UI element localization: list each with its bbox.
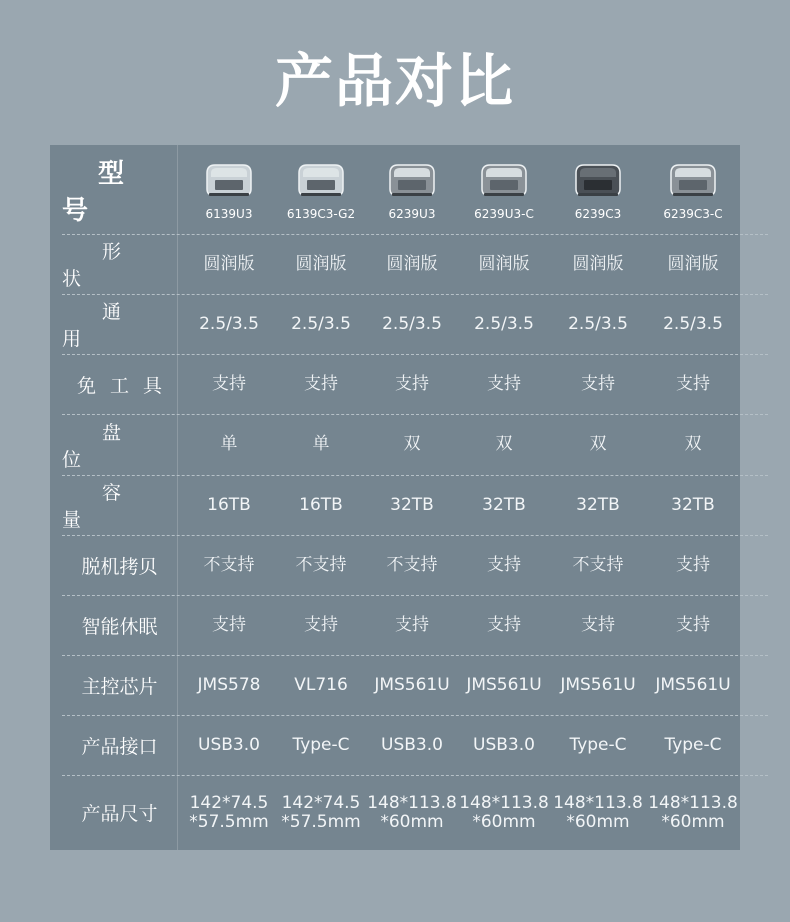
model-column-header: [551, 145, 645, 234]
table-row: [62, 655, 768, 716]
table-cell: 142*74.5 *57.5mm: [281, 792, 361, 832]
enclosure-dual-smoke-icon: [665, 145, 721, 203]
model-name: 6239U3-C: [474, 207, 534, 221]
model-name: 6239C3-C: [663, 207, 723, 221]
model-column-header: [365, 145, 459, 234]
row-label: 容量: [62, 482, 162, 531]
table-row: [62, 715, 768, 776]
table-cell: 2.5/3.5: [291, 313, 351, 334]
enclosure-dual-black-icon: [570, 145, 626, 203]
table-cell: JMS578: [197, 674, 261, 695]
model-name: 6239U3: [388, 207, 436, 221]
page-title: 产品对比: [274, 47, 515, 115]
table-cell: 支持: [676, 614, 710, 635]
model-column-header: [646, 145, 740, 234]
table-cell: 32TB: [482, 494, 526, 515]
table-cell: Type-C: [569, 734, 627, 755]
comparison-grid: [62, 145, 768, 850]
table-cell: 支持: [487, 554, 521, 575]
table-cell: JMS561U: [374, 674, 450, 695]
table-cell: 148*113.8 *60mm: [459, 792, 549, 832]
table-cell: 双: [403, 434, 421, 454]
table-cell: Type-C: [664, 734, 722, 755]
table-cell: 2.5/3.5: [663, 313, 723, 334]
table-cell: 2.5/3.5: [382, 313, 442, 334]
table-cell: 142*74.5 *57.5mm: [189, 792, 269, 832]
enclosure-single-clear-icon: [201, 145, 257, 203]
table-cell: 2.5/3.5: [474, 313, 534, 334]
row-label: 智能休眠: [81, 615, 158, 638]
table-cell: 32TB: [671, 494, 715, 515]
table-cell: JMS561U: [560, 674, 636, 695]
table-row: [62, 234, 768, 295]
row-label: 盘位: [62, 421, 162, 471]
table-cell: 圆润版: [386, 253, 438, 274]
model-column-header: [457, 145, 551, 234]
table-cell: 支持: [581, 614, 615, 635]
enclosure-dual-smoke-icon: [476, 145, 532, 203]
model-name: 6139C3-G2: [286, 207, 356, 221]
header-row: [62, 145, 768, 235]
table-cell: JMS561U: [655, 674, 731, 695]
row-label: 免工具: [76, 374, 176, 397]
table-cell: 支持: [304, 373, 338, 394]
table-cell: 支持: [212, 373, 246, 394]
table-cell: 支持: [676, 373, 710, 394]
table-cell: 不支持: [386, 554, 438, 575]
row-label: 形状: [62, 241, 162, 290]
table-cell: USB3.0: [473, 734, 535, 755]
table-row: [62, 414, 768, 476]
table-cell: 单: [312, 434, 330, 454]
table-cell: Type-C: [292, 734, 350, 755]
table-cell: 支持: [304, 614, 338, 635]
table-cell: 148*113.8 *60mm: [648, 792, 738, 832]
table-cell: 圆润版: [572, 253, 624, 274]
row-label: 通用: [62, 301, 162, 350]
table-row: [62, 775, 768, 850]
table-cell: 圆润版: [203, 253, 255, 274]
table-cell: 双: [684, 434, 702, 454]
comparison-table: [50, 145, 740, 850]
table-cell: 2.5/3.5: [568, 313, 628, 334]
table-cell: 不支持: [295, 554, 347, 575]
table-cell: 双: [589, 434, 607, 454]
table-row: [62, 595, 768, 656]
model-column-header: [182, 145, 276, 234]
table-cell: 16TB: [207, 494, 251, 515]
table-cell: 2.5/3.5: [199, 313, 259, 334]
header-label: 型号: [62, 158, 161, 226]
table-cell: 16TB: [299, 494, 343, 515]
table-cell: 支持: [581, 373, 615, 394]
table-cell: 支持: [395, 614, 429, 635]
table-row: [62, 535, 768, 596]
table-cell: 单: [220, 434, 238, 454]
table-cell: 支持: [487, 373, 521, 394]
row-label: 主控芯片: [81, 675, 158, 698]
table-cell: 圆润版: [295, 253, 347, 274]
table-cell: 148*113.8 *60mm: [367, 792, 457, 832]
row-label: 脱机拷贝: [81, 555, 158, 578]
table-cell: 148*113.8 *60mm: [553, 792, 643, 832]
table-row: [62, 475, 768, 536]
model-name: 6239C3: [574, 207, 622, 221]
table-cell: 不支持: [203, 554, 255, 575]
row-label: 产品接口: [81, 735, 158, 758]
row-label: 产品尺寸: [81, 803, 158, 825]
table-cell: 支持: [676, 554, 710, 575]
table-cell: 不支持: [572, 554, 624, 575]
table-row: [62, 294, 768, 355]
table-cell: USB3.0: [381, 734, 443, 755]
table-cell: USB3.0: [198, 734, 260, 755]
table-cell: VL716: [294, 674, 348, 695]
enclosure-single-clear-icon: [293, 145, 349, 203]
table-cell: 圆润版: [667, 253, 719, 274]
table-cell: 支持: [487, 614, 521, 635]
table-cell: 32TB: [576, 494, 620, 515]
model-column-header: [274, 145, 368, 234]
table-row: [62, 354, 768, 415]
enclosure-dual-smoke-icon: [384, 145, 440, 203]
table-cell: JMS561U: [466, 674, 542, 695]
table-cell: 双: [495, 434, 513, 454]
table-cell: 支持: [395, 373, 429, 394]
table-cell: 支持: [212, 614, 246, 635]
table-cell: 32TB: [390, 494, 434, 515]
table-cell: 圆润版: [478, 253, 530, 274]
model-name: 6139U3: [205, 207, 253, 221]
